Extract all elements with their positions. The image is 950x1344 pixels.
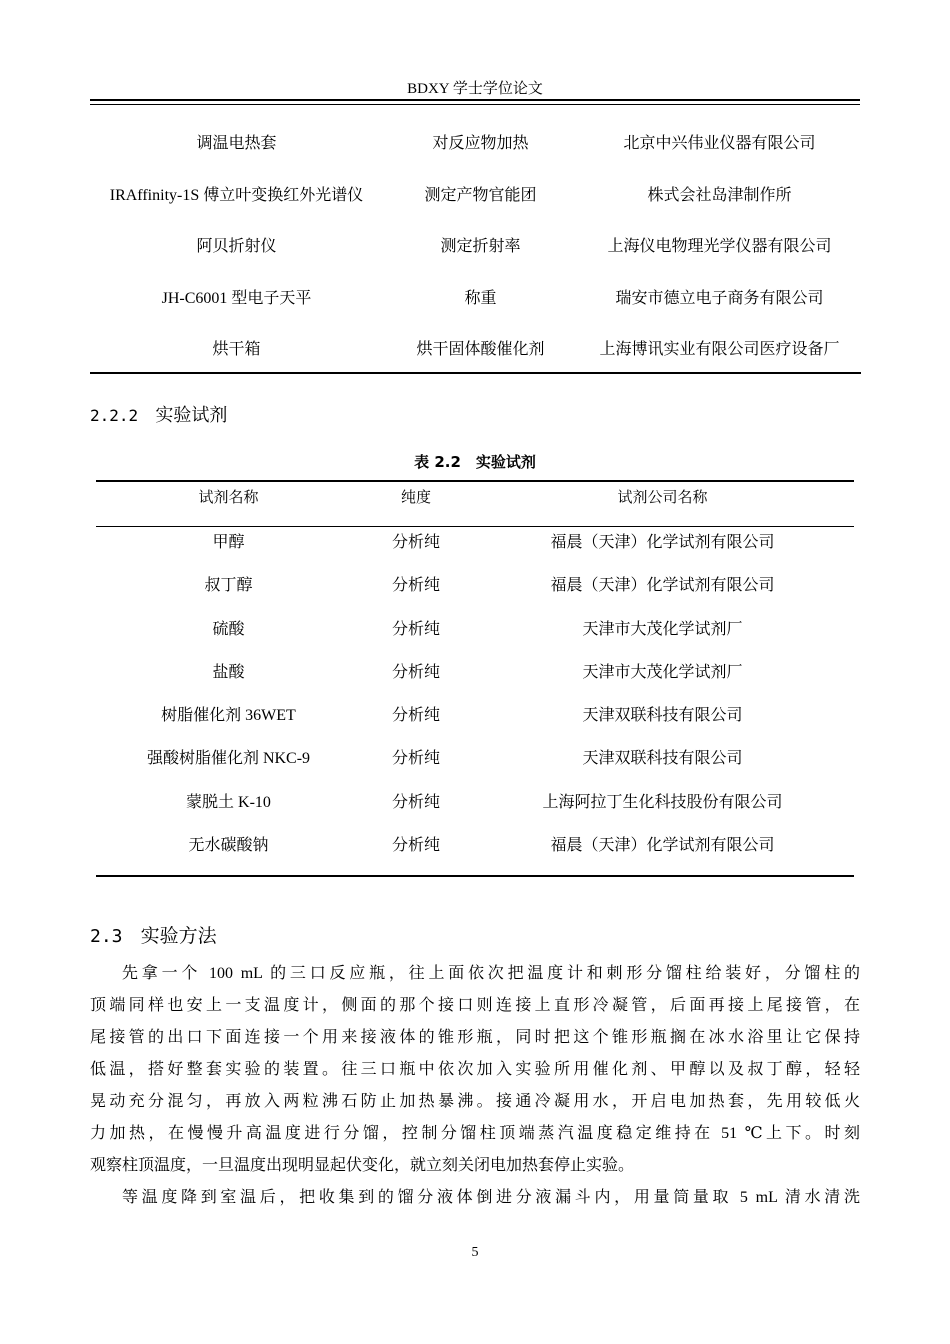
reagent-purity: 分析纯 xyxy=(391,707,440,725)
header-reagent-name: 试剂名称 xyxy=(198,490,259,506)
equipment-purpose: 称重 xyxy=(464,289,497,307)
paragraph-line: 等温度降到室温后，把收集到的馏分液体倒进分液漏斗内，用量筒量取 5 mL 清水清洗 xyxy=(122,1189,860,1206)
reagent-purity: 分析纯 xyxy=(391,534,440,551)
paragraph-line: 力加热，在慢慢升高温度进行分馏，控制分馏柱顶端蒸汽温度稳定维持在 51 ℃上下。时刻 xyxy=(90,1125,860,1142)
method-paragraph-1 xyxy=(90,958,860,1182)
section-number: 2.3 xyxy=(90,926,123,947)
paragraph-line: 顶端同样也安上一支温度计，侧面的那个接口则连接上直形冷凝管，后面再接上尾接管，在 xyxy=(90,997,860,1014)
reagent-company: 福晨（天津）化学试剂有限公司 xyxy=(550,534,775,551)
table-row xyxy=(96,694,854,737)
section-title: 实验方法 xyxy=(140,925,217,947)
paragraph-line: 观察柱顶温度，一旦温度出现明显起伏变化，就立刻关闭电加热套停止实验。 xyxy=(90,1157,635,1174)
equipment-table-bottom-rule xyxy=(90,372,861,374)
reagent-name: 无水碳酸钠 xyxy=(188,837,269,855)
reagent-name: 甲醇 xyxy=(212,534,245,551)
paragraph-line: 低温，搭好整套实验的装置。往三口瓶中依次加入实验所用催化剂、甲醇以及叔丁醇，轻轻 xyxy=(90,1061,860,1078)
equipment-name: 阿贝折射仪 xyxy=(196,238,277,256)
method-paragraph-2 xyxy=(90,1182,860,1214)
equipment-purpose: 对反应物加热 xyxy=(432,135,529,153)
equipment-name: IRAffinity-1S 傅立叶变换红外光谱仪 xyxy=(109,186,364,204)
table-row xyxy=(96,824,854,867)
table-row xyxy=(90,271,861,323)
reagent-purity: 分析纯 xyxy=(391,750,440,768)
reagent-purity: 分析纯 xyxy=(391,577,440,595)
table-row xyxy=(90,116,861,168)
section-heading-2-2-2 xyxy=(90,401,227,427)
reagent-purity: 分析纯 xyxy=(391,837,440,855)
reagent-table-header xyxy=(96,486,854,510)
reagent-company: 天津双联科技有限公司 xyxy=(582,750,743,768)
table-row xyxy=(96,564,854,607)
table-row xyxy=(96,781,854,824)
header-rule-thick xyxy=(90,99,860,101)
equipment-name: 调温电热套 xyxy=(196,135,277,153)
reagent-name: 叔丁醇 xyxy=(204,577,253,595)
equipment-purpose: 测定折射率 xyxy=(440,238,521,256)
equipment-maker: 上海博讯实业有限公司医疗设备厂 xyxy=(599,341,840,359)
table-caption: 表 2.2 实验试剂 xyxy=(414,453,536,471)
reagent-name: 硫酸 xyxy=(212,620,245,638)
section-number: 2.2.2 xyxy=(90,406,139,425)
table-row xyxy=(96,521,854,564)
reagent-company: 天津双联科技有限公司 xyxy=(582,707,743,725)
reagent-name: 强酸树脂催化剂 NKC-9 xyxy=(146,750,311,768)
reagent-company: 上海阿拉丁生化科技股份有限公司 xyxy=(542,793,783,811)
reagent-company: 福晨（天津）化学试剂有限公司 xyxy=(550,837,775,855)
header-company: 试剂公司名称 xyxy=(617,490,708,506)
header-rule-thin xyxy=(90,104,860,105)
equipment-maker: 北京中兴伟业仪器有限公司 xyxy=(623,135,816,153)
section-heading-2-3 xyxy=(90,921,217,948)
table-row xyxy=(90,322,861,374)
equipment-purpose: 测定产物官能团 xyxy=(424,186,537,204)
paragraph-line: 尾接管的出口下面连接一个用来接液体的锥形瓶，同时把这个锥形瓶搁在冰水浴里让它保持 xyxy=(90,1029,860,1046)
table-row xyxy=(96,737,854,780)
equipment-maker: 株式会社岛津制作所 xyxy=(647,186,792,204)
equipment-name: JH-C6001 型电子天平 xyxy=(161,289,312,307)
reagent-company: 天津市大茂化学试剂厂 xyxy=(582,620,743,638)
equipment-name: 烘干箱 xyxy=(212,341,261,359)
table-row xyxy=(90,168,861,220)
table-row xyxy=(96,651,854,694)
reagent-company: 天津市大茂化学试剂厂 xyxy=(582,663,743,681)
page-number: 5 xyxy=(471,1245,479,1260)
reagent-table-top-rule xyxy=(96,480,854,482)
reagent-purity: 分析纯 xyxy=(391,620,440,638)
equipment-purpose: 烘干固体酸催化剂 xyxy=(416,341,545,359)
table-row xyxy=(90,219,861,271)
reagent-purity: 分析纯 xyxy=(391,793,440,811)
paragraph-line: 晃动充分混匀，再放入两粒沸石防止加热暴沸。接通冷凝用水，开启电加热套，先用较低火 xyxy=(90,1093,860,1110)
reagent-purity: 分析纯 xyxy=(391,663,440,681)
reagent-name: 盐酸 xyxy=(212,663,245,681)
table-row xyxy=(96,608,854,651)
reagent-table-body xyxy=(96,521,854,867)
reagent-company: 福晨（天津）化学试剂有限公司 xyxy=(550,577,775,595)
reagent-name: 树脂催化剂 36WET xyxy=(161,707,296,725)
section-title: 实验试剂 xyxy=(155,405,228,426)
paragraph-line: 先拿一个 100 mL 的三口反应瓶，往上面依次把温度计和刺形分馏柱给装好，分馏柱的 xyxy=(122,965,860,982)
reagent-name: 蒙脱土 K-10 xyxy=(186,793,271,811)
equipment-maker: 上海仪电物理光学仪器有限公司 xyxy=(607,238,832,256)
equipment-maker: 瑞安市德立电子商务有限公司 xyxy=(615,289,824,307)
header-purity: 纯度 xyxy=(400,490,431,506)
running-header: BDXY 学士学位论文 xyxy=(407,81,543,97)
reagent-table-bottom-rule xyxy=(96,875,854,877)
equipment-table xyxy=(90,116,861,374)
